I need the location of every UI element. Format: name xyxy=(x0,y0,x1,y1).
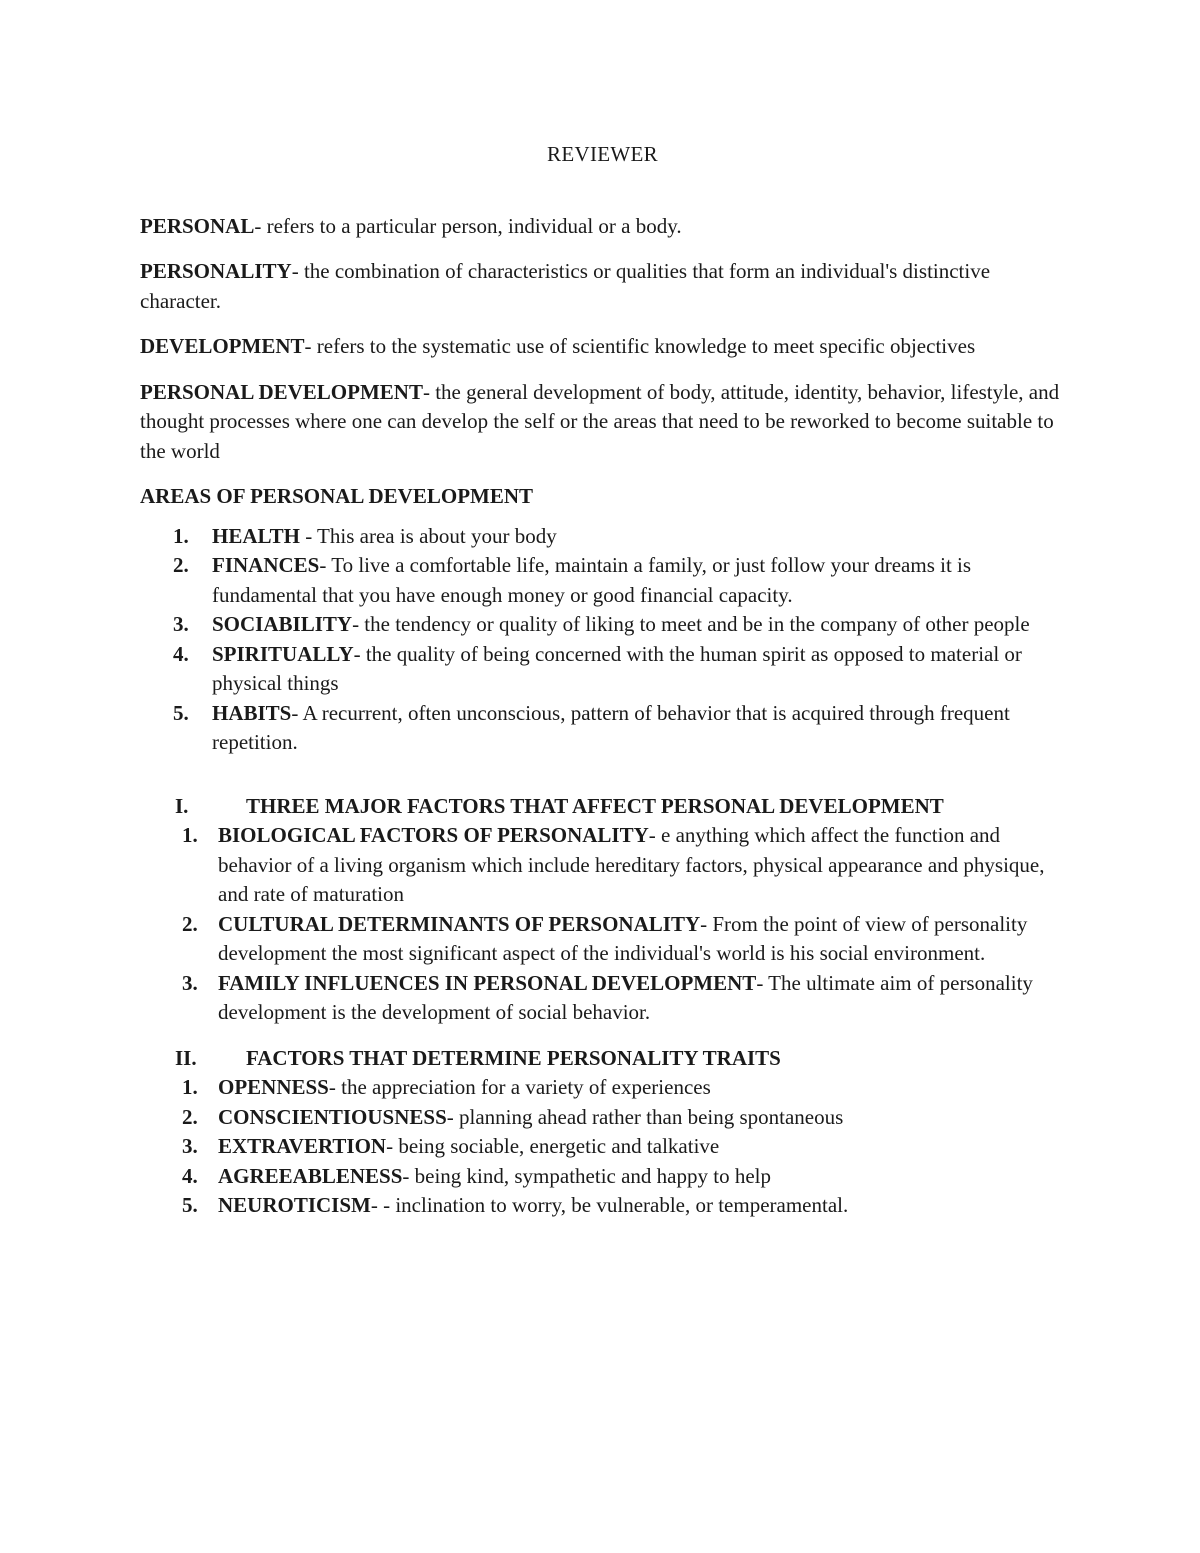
list-number: 1. xyxy=(182,1075,198,1099)
list-number: 3. xyxy=(173,612,189,636)
areas-list xyxy=(140,522,1065,758)
definition-text: - the general development of body, attitude, identity, behavior, lifestyle, and thought processes where one can develop the self or the areas that need to be reworked to become suitable to the world xyxy=(140,379,1060,463)
list-text: - e anything which affect the function and behavior of a living organism which include hereditary factors, physical appearance and physique, and rate of maturation xyxy=(218,823,1045,906)
list-item xyxy=(140,821,1065,910)
definition-personality xyxy=(140,257,1065,316)
section-two-list xyxy=(140,1073,1065,1221)
list-item xyxy=(140,1132,1065,1162)
list-text: - being sociable, energetic and talkative xyxy=(386,1134,720,1158)
list-term: EXTRAVERTION xyxy=(218,1134,387,1158)
list-text: - the tendency or quality of liking to meet and be in the company of other people xyxy=(352,612,1030,636)
list-term: FAMILY INFLUENCES IN PERSONAL DEVELOPMENT xyxy=(218,970,757,995)
section-title: FACTORS THAT DETERMINE PERSONALITY TRAITS xyxy=(246,1045,781,1070)
list-text: - This area is about your body xyxy=(299,523,557,548)
list-item xyxy=(140,610,1065,640)
list-text: - The ultimate aim of personality development is the development of social behavior. xyxy=(218,970,1033,1024)
section-one-list xyxy=(140,821,1065,1028)
list-number: 2. xyxy=(182,911,198,936)
list-item xyxy=(140,1191,1065,1221)
areas-heading: AREAS OF PERSONAL DEVELOPMENT xyxy=(140,484,534,508)
definition-text: - refers to a particular person, individual or a body. xyxy=(254,213,682,238)
list-term: NEUROTICISM xyxy=(218,1193,371,1217)
definition-personal-development xyxy=(140,378,1065,467)
section-numeral: I. xyxy=(175,793,189,818)
list-text: - From the point of view of personality development the most significant aspect of the individual's world is his social environment. xyxy=(218,911,1028,965)
list-number: 1. xyxy=(173,523,189,548)
list-item xyxy=(140,910,1065,969)
list-text: - the appreciation for a variety of experiences xyxy=(328,1075,711,1099)
document-page xyxy=(140,140,1065,1221)
list-number: 4. xyxy=(182,1163,198,1188)
list-text: - To live a comfortable life, maintain a family, or just follow your dreams it is fundamental that you have enough money or good financial capacity. xyxy=(212,553,972,607)
list-text: - being kind, sympathetic and happy to help xyxy=(402,1163,771,1188)
definition-text: - refers to the systematic use of scientific knowledge to meet specific objectives xyxy=(304,334,976,358)
list-item xyxy=(140,640,1065,699)
list-term: CULTURAL DETERMINANTS OF PERSONALITY xyxy=(218,911,701,936)
document-title: REVIEWER xyxy=(547,142,658,166)
definition-personal xyxy=(140,212,1065,242)
list-term: HEALTH xyxy=(212,523,300,548)
list-number: 5. xyxy=(173,700,189,725)
section-two-heading xyxy=(140,1044,1065,1074)
list-item xyxy=(140,551,1065,610)
list-term: FINANCES xyxy=(212,553,320,577)
list-item xyxy=(140,969,1065,1028)
list-item xyxy=(140,699,1065,758)
list-term: SOCIABILITY xyxy=(212,612,353,636)
list-item xyxy=(140,522,1065,552)
list-term: OPENNESS xyxy=(218,1075,329,1099)
list-text: - the quality of being concerned with the human spirit as opposed to material or physical things xyxy=(212,641,1022,695)
section-one-heading xyxy=(140,792,1065,822)
definition-term: PERSONAL xyxy=(140,213,255,238)
list-item xyxy=(140,1103,1065,1133)
list-number: 3. xyxy=(182,970,198,995)
definition-term: PERSONALITY xyxy=(140,259,292,283)
list-number: 5. xyxy=(182,1193,198,1217)
list-term: BIOLOGICAL FACTORS OF PERSONALITY xyxy=(218,823,649,847)
definition-term: DEVELOPMENT xyxy=(140,334,305,358)
list-item xyxy=(140,1162,1065,1192)
section-title: THREE MAJOR FACTORS THAT AFFECT PERSONAL DEVELOPMENT xyxy=(246,793,944,818)
definition-text: - the combination of characteristics or qualities that form an individual's distinctive character. xyxy=(140,259,991,313)
section-numeral: II. xyxy=(175,1045,197,1070)
list-term: AGREEABLENESS xyxy=(218,1163,403,1188)
list-text: - - inclination to worry, be vulnerable, or temperamental. xyxy=(370,1193,849,1217)
list-number: 2. xyxy=(173,553,189,577)
list-number: 4. xyxy=(173,641,189,666)
list-term: SPIRITUALLY xyxy=(212,641,354,666)
list-text: - planning ahead rather than being spontaneous xyxy=(446,1104,844,1129)
list-number: 3. xyxy=(182,1134,198,1158)
list-number: 2. xyxy=(182,1104,198,1129)
list-number: 1. xyxy=(182,823,198,847)
definition-term: PERSONAL DEVELOPMENT xyxy=(140,379,423,404)
list-item xyxy=(140,1073,1065,1103)
definition-development xyxy=(140,332,1065,362)
list-term: HABITS xyxy=(212,700,292,725)
list-text: - A recurrent, often unconscious, pattern of behavior that is acquired through frequent repetition. xyxy=(212,700,1010,754)
list-term: CONSCIENTIOUSNESS xyxy=(218,1104,447,1129)
